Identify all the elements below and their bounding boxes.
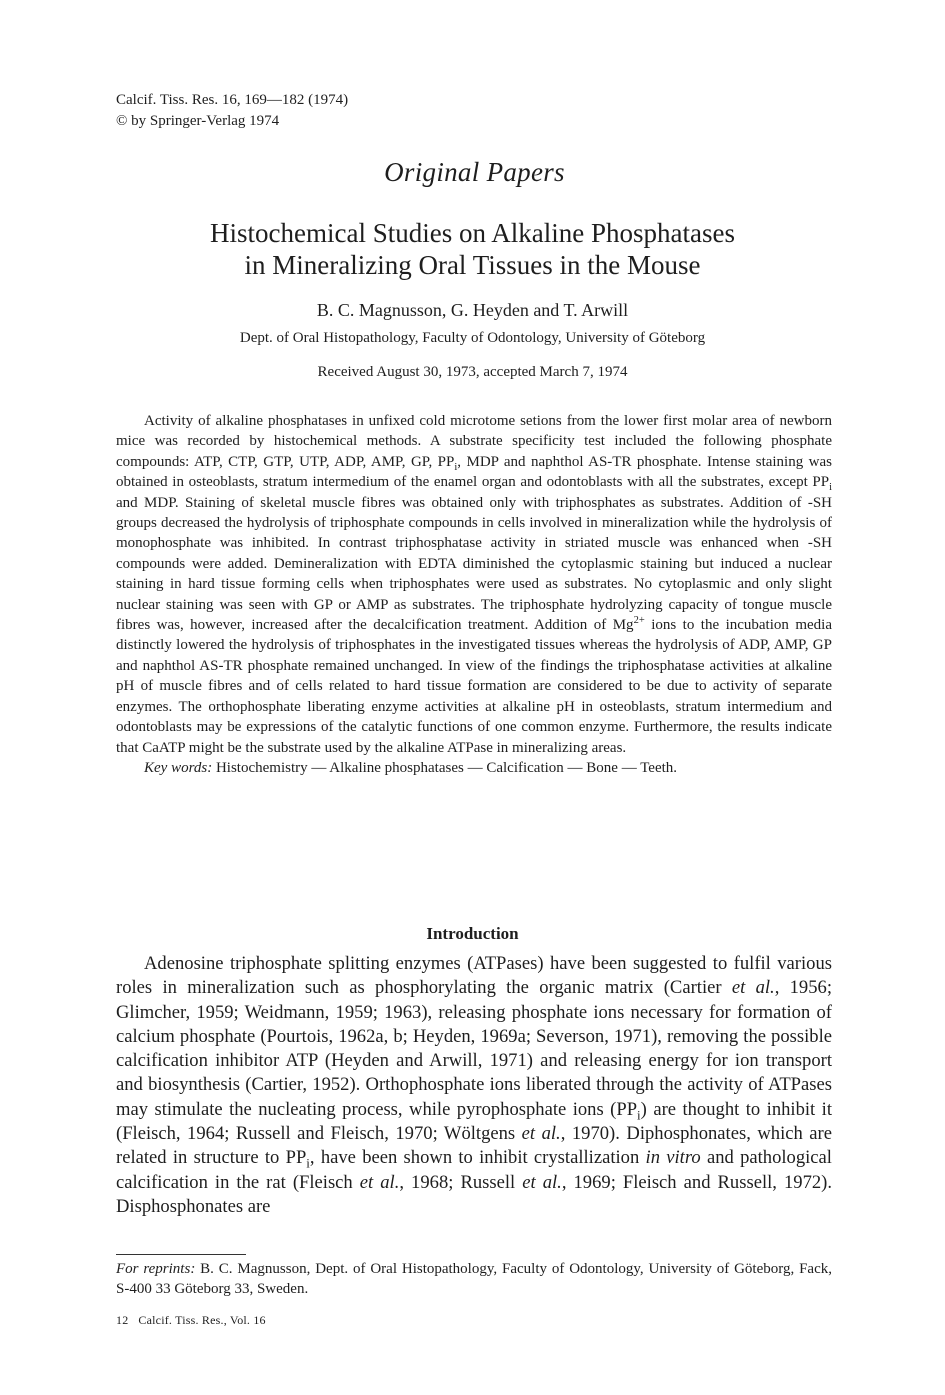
in-vitro: in vitro bbox=[645, 1147, 701, 1169]
introduction-body bbox=[116, 952, 832, 1219]
copyright-line: © by Springer-Verlag 1974 bbox=[116, 113, 280, 129]
footer-journal: Calcif. Tiss. Res., Vol. 16 bbox=[138, 1313, 266, 1327]
section-label bbox=[0, 157, 945, 188]
et-al: et al. bbox=[522, 1171, 562, 1193]
subscript-i: i bbox=[829, 482, 832, 494]
abstract-text-3: and MDP. Staining of skeletal muscle fibres was obtained only with triphosphates as substrates. Addition of -SH groups decreased the hydrolysis of triphosphate compounds in cells involved in mineralization while the hydrolysis of monophosphate was inhibited. In contrast triphosphatase activity in striated muscle was enhanced when -SH compounds were added. Demineralization with EDTA diminished the cytoplasmic staining but induced a nuclear staining in hard tissue forming cells when triphosphates were used as substrates. No cytoplasmic and only slight nuclear staining was seen with GP or AMP as substrates. The triphosphate hydrolyzing capacity of tongue muscle fibres was, however, increased after the decalcification treatment. Addition of Mg bbox=[116, 494, 832, 634]
footnote-text: B. C. Magnusson, Dept. of Oral Histopathology, Faculty of Odontology, University of Göteborg, Fack, S-400 33 Göteborg 33, Sweden. bbox=[116, 1261, 832, 1297]
et-al: et al. bbox=[731, 977, 775, 999]
abstract-text-2: , MDP and naphthol AS-TR phosphate. Intense staining was obtained in osteoblasts, stratum intermedium of the enamel organ and odontoblasts with all the substrates, except PP bbox=[116, 453, 833, 491]
subscript-i: i bbox=[454, 461, 458, 473]
title-line-1: Histochemical Studies on Alkaline Phosphatases bbox=[210, 218, 735, 248]
intro-text: , 1970). Diphosphonates, which are related in structure to PP bbox=[116, 1123, 833, 1169]
subscript-i: i bbox=[306, 1156, 310, 1172]
section-label-text: Original Papers bbox=[384, 157, 565, 187]
intro-text: Adenosine triphosphate splitting enzymes (ATPases) have been suggested to fulfil various roles in mineralization such as phosphorylating the organic matrix (Cartier bbox=[116, 953, 832, 999]
introduction-paragraph bbox=[116, 952, 832, 1219]
abstract-text-4: ions to the incubation media distinctly lowered the hydrolysis of triphosphates in the investigated tissues whereas the hydrolysis of ADP, AMP, GP and naphthol AS-TR phosphate remained unchanged. In view of the findings the triphosphatase activities at alkaline pH of muscle fibres and of cells related to hard tissue formation are considered to be due to activity of separate enzymes. The orthophosphate liberating enzyme activities at alkaline pH in osteoblasts, stratum intermedium and odontoblasts may be expressions of the catalytic functions of one common enzyme. Furthermore, the results indicate that CaATP might be the substrate used by the alkaline ATPase in mineralizing areas. bbox=[116, 617, 832, 756]
received-date: Received August 30, 1973, accepted March 7, 1974 bbox=[317, 364, 628, 380]
superscript-charge: 2+ bbox=[633, 615, 645, 627]
abstract-paragraph bbox=[116, 411, 832, 758]
article-title bbox=[0, 217, 945, 281]
intro-text: ) are thought to inhibit it (Fleisch, 1964; Russell and Fleisch, 1970; Wöltgens bbox=[116, 1098, 833, 1145]
subscript-i: i bbox=[637, 1107, 641, 1123]
page-number: 12 bbox=[116, 1313, 129, 1327]
journal-header bbox=[116, 90, 348, 132]
et-al: et al. bbox=[521, 1123, 561, 1145]
affiliation: Dept. of Oral Histopathology, Faculty of Odontology, University of Göteborg bbox=[239, 330, 706, 346]
introduction-heading: Introduction bbox=[426, 924, 519, 943]
keywords bbox=[116, 758, 832, 778]
intro-text: , 1956; Glimcher, 1959; Weidmann, 1959; 1963), releasing phosphate ions necessary for formation of calcium phosphate (Pourtois, 1962a, b; Heyden, 1969a; Severson, 1971), removing the possible calcification inhibitor ATP (Heyden and Arwill, 1971) and releasing energy for ion transport and biosynthesis (Cartier, 1952). Orthophosphate ions liberated through the activity of ATPases may stimulate the nucleating process, while pyrophosphate ions (PP bbox=[116, 977, 832, 1120]
keywords-label: Key words: bbox=[144, 759, 213, 776]
reprint-footnote bbox=[116, 1259, 832, 1299]
footnote-label: For reprints: bbox=[116, 1261, 196, 1277]
page-footer bbox=[116, 1313, 266, 1328]
intro-text: , have been shown to inhibit crystallization bbox=[309, 1147, 646, 1169]
intro-text: , 1968; Russell bbox=[399, 1171, 523, 1193]
et-al: et al. bbox=[359, 1171, 400, 1193]
footnote-rule bbox=[116, 1254, 246, 1255]
intro-text: and pathological calcification in the rat (Fleisch bbox=[116, 1147, 832, 1193]
keywords-text: Histochemistry — Alkaline phosphatases — Calcification — Bone — Teeth. bbox=[212, 759, 678, 776]
abstract bbox=[116, 411, 832, 778]
abstract-text-1: Activity of alkaline phosphatases in unfixed cold microtome setions from the lower first molar area of newborn mice was recorded by histochemical methods. A substrate specificity test included the following phosphate compounds: ATP, CTP, GTP, UTP, ADP, AMP, GP, PP bbox=[116, 413, 832, 470]
title-line-2: in Mineralizing Oral Tissues in the Mouse bbox=[244, 250, 701, 280]
intro-text: , 1969; Fleisch and Russell, 1972). Disphosphonates are bbox=[116, 1171, 832, 1217]
journal-citation: Calcif. Tiss. Res. 16, 169—182 (1974) bbox=[116, 92, 349, 108]
author-list: B. C. Magnusson, G. Heyden and T. Arwill bbox=[316, 300, 629, 320]
